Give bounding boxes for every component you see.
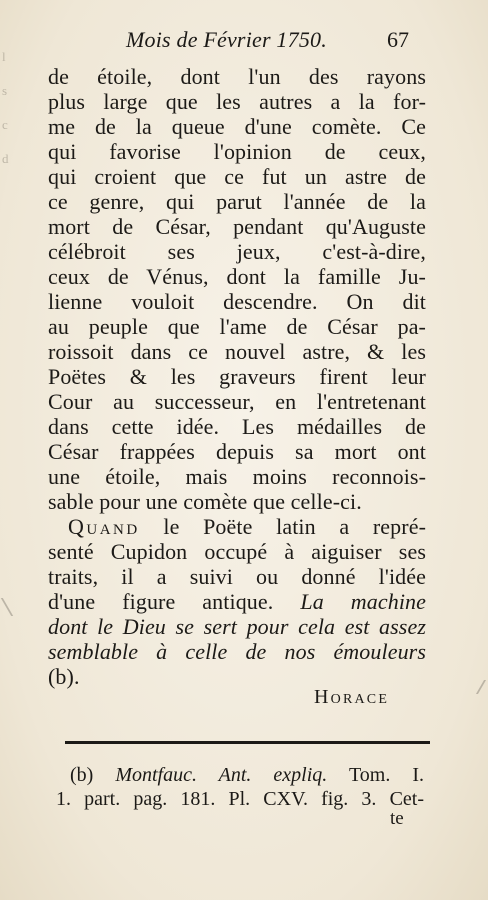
text-line: ce genre, qui parut l'année de la: [48, 189, 426, 214]
footnote-line: 1. part. pag. 181. Pl. CXV. fig. 3. Cet-: [56, 788, 424, 810]
footnote-tail: te: [390, 808, 404, 829]
text-line: qui favorise l'opinion de ceux,: [48, 139, 426, 164]
margin-mark: [1, 598, 21, 616]
text-line: célébroit ses jeux, c'est-à-dire,: [48, 239, 426, 264]
text-fragment: d'une figure antique.: [48, 589, 274, 614]
running-head: [0, 27, 488, 57]
text-line: une étoile, mais moins reconnois-: [48, 464, 426, 489]
text-line: [48, 639, 426, 664]
text-line: mort de César, pendant qu'Auguste: [48, 214, 426, 239]
catchword: Horace: [314, 686, 390, 708]
text-line: Cour au successeur, en l'entretenant: [48, 389, 426, 414]
text-line: plus large que les autres a la for-: [48, 89, 426, 114]
text-line: [48, 614, 426, 639]
footnote-line: [56, 763, 424, 787]
text-line: senté Cupidon occupé à aiguiser ses: [48, 539, 426, 564]
italic-fragment: dont le Dieu se sert pour cela est assez: [48, 614, 426, 639]
text-line: qui croient que ce fut un astre de: [48, 164, 426, 189]
text-line: de étoile, dont l'un des rayons: [48, 64, 426, 89]
text-line: roissoit dans ce nouvel astre, & les: [48, 339, 426, 364]
italic-fragment: La machine: [300, 589, 426, 614]
italic-fragment: semblable à celle de nos émouleurs: [48, 639, 426, 664]
text-line: César frappées depuis sa mort ont: [48, 439, 426, 464]
paragraph-opening-line: [48, 514, 426, 539]
text-line: lienne vouloit descendre. On dit: [48, 289, 426, 314]
page-number: 67: [387, 27, 409, 52]
footnote-rule: [65, 741, 430, 744]
text-fragment: Tom. I.: [348, 764, 424, 786]
text-line: dans cette idée. Les médailles de: [48, 414, 426, 439]
footnote-source: Montfauc. Ant. expliq.: [115, 764, 328, 786]
main-text: [48, 64, 426, 689]
running-title: Mois de Février 1750.: [126, 27, 327, 52]
text-line: Poëtes & les graveurs firent leur: [48, 364, 426, 389]
text-line: au peuple que l'ame de César pa-: [48, 314, 426, 339]
text-line: me de la queue d'une comète. Ce: [48, 114, 426, 139]
footnote-reference: (b).: [48, 664, 80, 689]
footnote-marker: (b): [70, 764, 94, 786]
text-line: ceux de Vénus, dont la famille Ju-: [48, 264, 426, 289]
margin-bleed-marks: l s c d: [2, 49, 9, 166]
text-fragment: le Poëte latin a repré-: [163, 514, 426, 539]
text-line: [48, 589, 426, 614]
text-line: sable pour une comète que celle-ci.: [48, 489, 362, 514]
text-line: traits, il a suivi ou donné l'idée: [48, 564, 426, 589]
lead-word: Quand: [68, 514, 140, 539]
footnote: [56, 763, 424, 811]
margin-mark-right: [468, 680, 486, 694]
